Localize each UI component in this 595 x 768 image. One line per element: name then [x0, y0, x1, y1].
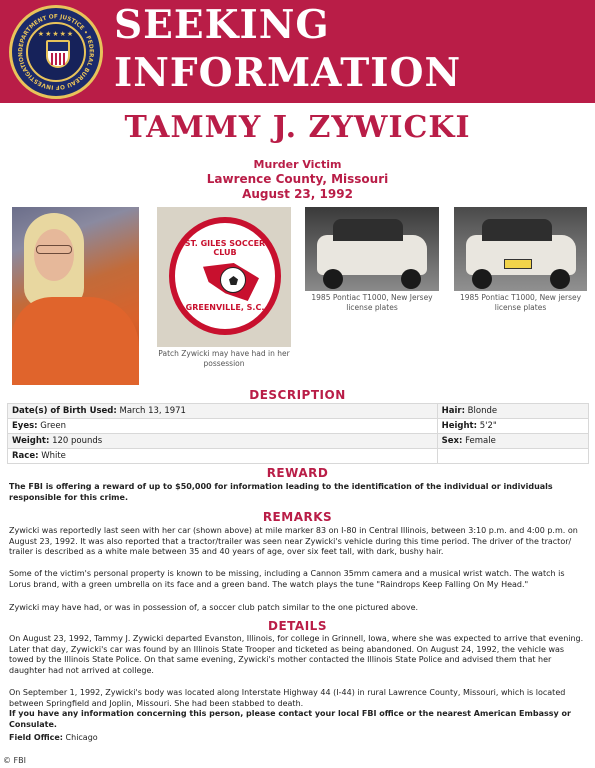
svg-text:DEPARTMENT OF JUSTICE • FEDERA: DEPARTMENT OF JUSTICE • FEDERAL BUREAU OF INVESTIGATION: [18, 14, 94, 90]
fbi-seal-icon: DEPARTMENT OF JUSTICE • FEDERAL BUREAU OF INVESTIGATION ★★★★★: [9, 5, 103, 99]
victim-photo: [12, 207, 139, 385]
shield-icon: [46, 40, 70, 68]
details-paragraph: On September 1, 1992, Zywicki's body was located along Interstate Highway 44 (I-44) in rural Lawrence County, Missouri, which is located between Springfield and Joplin, Missouri. She had been stabbed to death.: [9, 688, 566, 708]
patch-caption: Patch Zywicki may have had in her possession: [158, 349, 290, 368]
page-title-line2: INFORMATION: [114, 50, 462, 96]
subject-name: TAMMY J. ZYWICKI: [124, 110, 471, 145]
remarks-paragraph: Zywicki was reportedly last seen with her car (shown above) at mile marker 83 on I-80 in Central Illinois, between 3:10 p.m. and 4:00 p.m. on August 23, 1992. It was also reported that a tractor/trailer was seen near Zywicki's vehicle during this time period. The driver of the tractor/ trailer is described as a white male between 35 and 40 years of age, over six feet tall, with dark, bushy hair.: [9, 526, 578, 556]
table-row: Race: White: [8, 449, 589, 464]
description-heading: DESCRIPTION: [249, 388, 346, 402]
remarks-paragraph: Some of the victim's personal property is known to be missing, including a Cannon 35mm camera and a musical wrist watch. The watch is Lorus brand, with a green umbrella on its face and a green band. The watch plays the tune "Raindrops Keep Falling On My Head.": [9, 569, 565, 589]
car-rear-caption: 1985 Pontiac T1000, New jersey license plates: [459, 293, 582, 312]
field-office-label: Field Office:: [9, 733, 63, 742]
subject-date: August 23, 1992: [242, 187, 353, 201]
remarks-heading: REMARKS: [262, 510, 333, 524]
subject-status: Murder Victim: [253, 158, 342, 171]
image-credit: © FBI: [3, 756, 26, 765]
details-heading: DETAILS: [268, 619, 327, 633]
table-row: Eyes: Green Height: 5'2": [8, 419, 589, 434]
contact-notice: If you have any information concerning this person, please contact your local FBI office or the nearest American Embassy or Consulate.: [9, 709, 571, 729]
reward-heading: REWARD: [266, 466, 329, 480]
field-office-value: Chicago: [65, 733, 98, 742]
description-table: [7, 403, 589, 464]
soccer-ball-icon: [220, 267, 246, 293]
car-front-photo: [305, 207, 439, 291]
table-row: Weight: 120 pounds Sex: Female: [8, 434, 589, 449]
remarks-paragraph: Zywicki may have had, or was in possession of, a soccer club patch similar to the one pictured above.: [9, 603, 419, 612]
car-rear-photo: [454, 207, 587, 291]
subject-location: Lawrence County, Missouri: [206, 172, 389, 186]
reward-text: The FBI is offering a reward of up to $50,000 for information leading to the identification of the individual or individuals responsible for this crime.: [9, 482, 553, 502]
table-row: Date(s) of Birth Used: March 13, 1971 Hair: Blonde: [8, 404, 589, 419]
header-banner: [0, 0, 595, 103]
field-office: [9, 733, 587, 744]
page-title-line1: SEEKING: [114, 2, 330, 48]
soccer-patch-photo: ST. GILES SOCCER CLUB GREENVILLE, S.C.: [157, 207, 291, 347]
details-paragraph: On August 23, 1992, Tammy J. Zywicki departed Evanston, Illinois, for college in Grinnell, Iowa, where she was expected to arrive that evening. Later that day, Zywicki's car was found by an Illinois State Trooper and ticketed as being abandoned. On August 24, 1992, the vehicle was towed by the Illinois State Police. On that same evening, Zywicki's mother contacted the Illinois State Police and advised them that her daughter had not arrived at college.: [9, 634, 584, 675]
license-plate: [504, 259, 532, 269]
car-front-caption: 1985 Pontiac T1000, New Jersey license plates: [311, 293, 433, 312]
